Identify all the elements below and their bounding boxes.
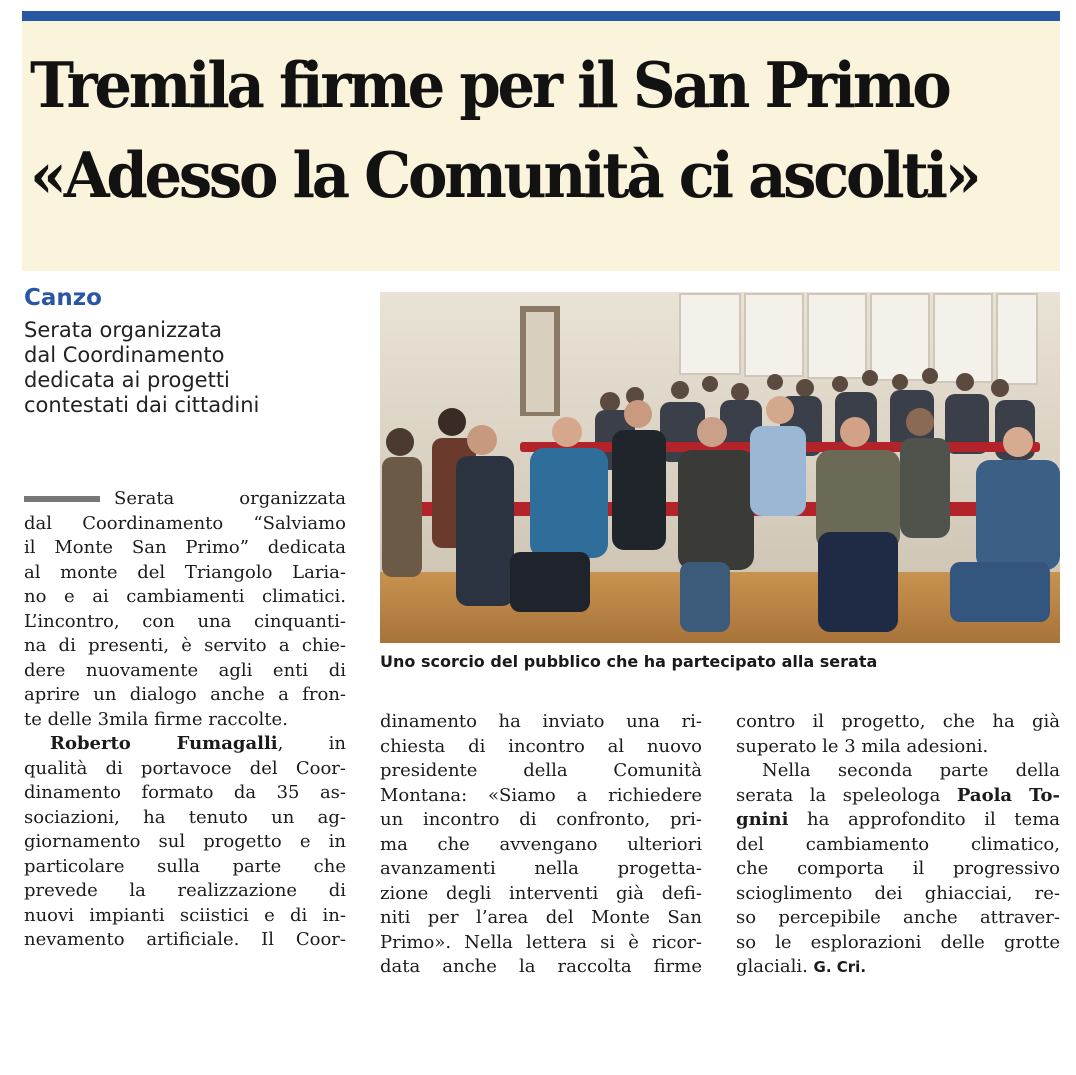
- body-line: Montana: «Siamo a richiedere: [380, 784, 702, 806]
- body-line: aprire un dialogo anche a fron-: [24, 684, 346, 705]
- body-line: presidente della Comunità: [380, 760, 702, 781]
- body-line: qualità di portavoce del Coor-: [24, 757, 346, 779]
- summary-line: Serata organizzata: [24, 318, 223, 342]
- body-line: dinamento ha inviato una ri-: [380, 711, 702, 732]
- body-line: scioglimento dei ghiacciai, re-: [736, 882, 1060, 904]
- headline: [30, 40, 989, 220]
- body-line: so le esplorazioni delle grotte: [736, 931, 1060, 953]
- body-line: giornamento sul progetto e in: [24, 831, 346, 852]
- body-line: te delle 3mila firme raccolte.: [24, 708, 288, 730]
- body-line: dal Coordinamento “Salviamo: [24, 512, 346, 534]
- photo-caption: Uno scorcio del pubblico che ha partecipato alla serata: [380, 652, 878, 671]
- body-line: al monte del Triangolo Laria-: [24, 561, 346, 583]
- body-line: niti per l’area del Monte San: [380, 907, 702, 928]
- headline-line-2: «Adesso la Comunità ci ascolti»: [30, 138, 979, 212]
- body-line: nuovi impianti sciistici e di in-: [24, 904, 346, 926]
- audience-photo: [380, 292, 1060, 643]
- body-line: prevede la realizzazione di: [24, 880, 346, 901]
- body-line: Roberto Fumagalli, in: [50, 733, 346, 754]
- body-line: so percepibile anche attraver-: [736, 907, 1060, 928]
- person-name: Paola To-: [956, 784, 1060, 806]
- body-line: zione degli interventi già defi-: [380, 882, 702, 904]
- body-line: dere nuovamente agli enti di: [24, 659, 346, 681]
- body-line: serata la speleologa Paola To-: [736, 784, 1060, 806]
- article-column-1: [24, 487, 346, 953]
- article-column-2: [380, 710, 702, 980]
- body-line: avanzamenti nella progetta-: [380, 858, 702, 879]
- body-line: del cambiamento climatico,: [736, 833, 1060, 855]
- body-line: contro il progetto, che ha già: [736, 711, 1060, 732]
- body-line: ma che avvengano ulteriori: [380, 833, 702, 855]
- summary: [24, 318, 354, 418]
- person-name: Roberto Fumagalli: [50, 733, 278, 754]
- body-line: data anche la raccolta firme: [380, 956, 702, 977]
- summary-line: contestati dai cittadini: [24, 393, 260, 417]
- body-line: na di presenti, è servito a chie-: [24, 635, 346, 656]
- author-signature: G. Cri.: [813, 958, 867, 976]
- body-line: sociazioni, ha tenuto un ag-: [24, 806, 346, 828]
- body-line: nevamento artificiale. Il Coor-: [24, 929, 346, 950]
- body-line: Primo». Nella lettera si è ricor-: [380, 931, 702, 953]
- audience-photo-illustration: [380, 292, 1060, 643]
- body-line: no e ai cambiamenti climatici.: [24, 586, 346, 607]
- top-rule: [22, 11, 1060, 21]
- body-line: glaciali. G. Cri.: [736, 956, 867, 977]
- body-line: un incontro di confronto, pri-: [380, 809, 702, 830]
- summary-line: dal Coordinamento: [24, 343, 225, 367]
- body-line: dinamento formato da 35 as-: [24, 782, 346, 803]
- person-name: gnini: [736, 809, 789, 830]
- kicker-location: Canzo: [24, 285, 102, 311]
- body-line: particolare sulla parte che: [24, 855, 346, 877]
- body-line: chiesta di incontro al nuovo: [380, 735, 702, 757]
- body-line: Nella seconda parte della: [762, 760, 1060, 781]
- summary-line: dedicata ai progetti: [24, 368, 230, 392]
- body-line: L’incontro, con una cinquanti-: [24, 610, 346, 632]
- body-line: Serata organizzata: [24, 487, 346, 512]
- body-line: che comporta il progressivo: [736, 858, 1060, 879]
- headline-line-1: Tremila firme per il San Primo: [30, 48, 949, 122]
- body-line: superato le 3 mila adesioni.: [736, 735, 989, 757]
- body-line: il Monte San Primo” dedicata: [24, 537, 346, 558]
- article-column-3: [736, 710, 1060, 980]
- body-line: gnini ha approfondito il tema: [736, 809, 1060, 830]
- lead-dash: [24, 496, 100, 502]
